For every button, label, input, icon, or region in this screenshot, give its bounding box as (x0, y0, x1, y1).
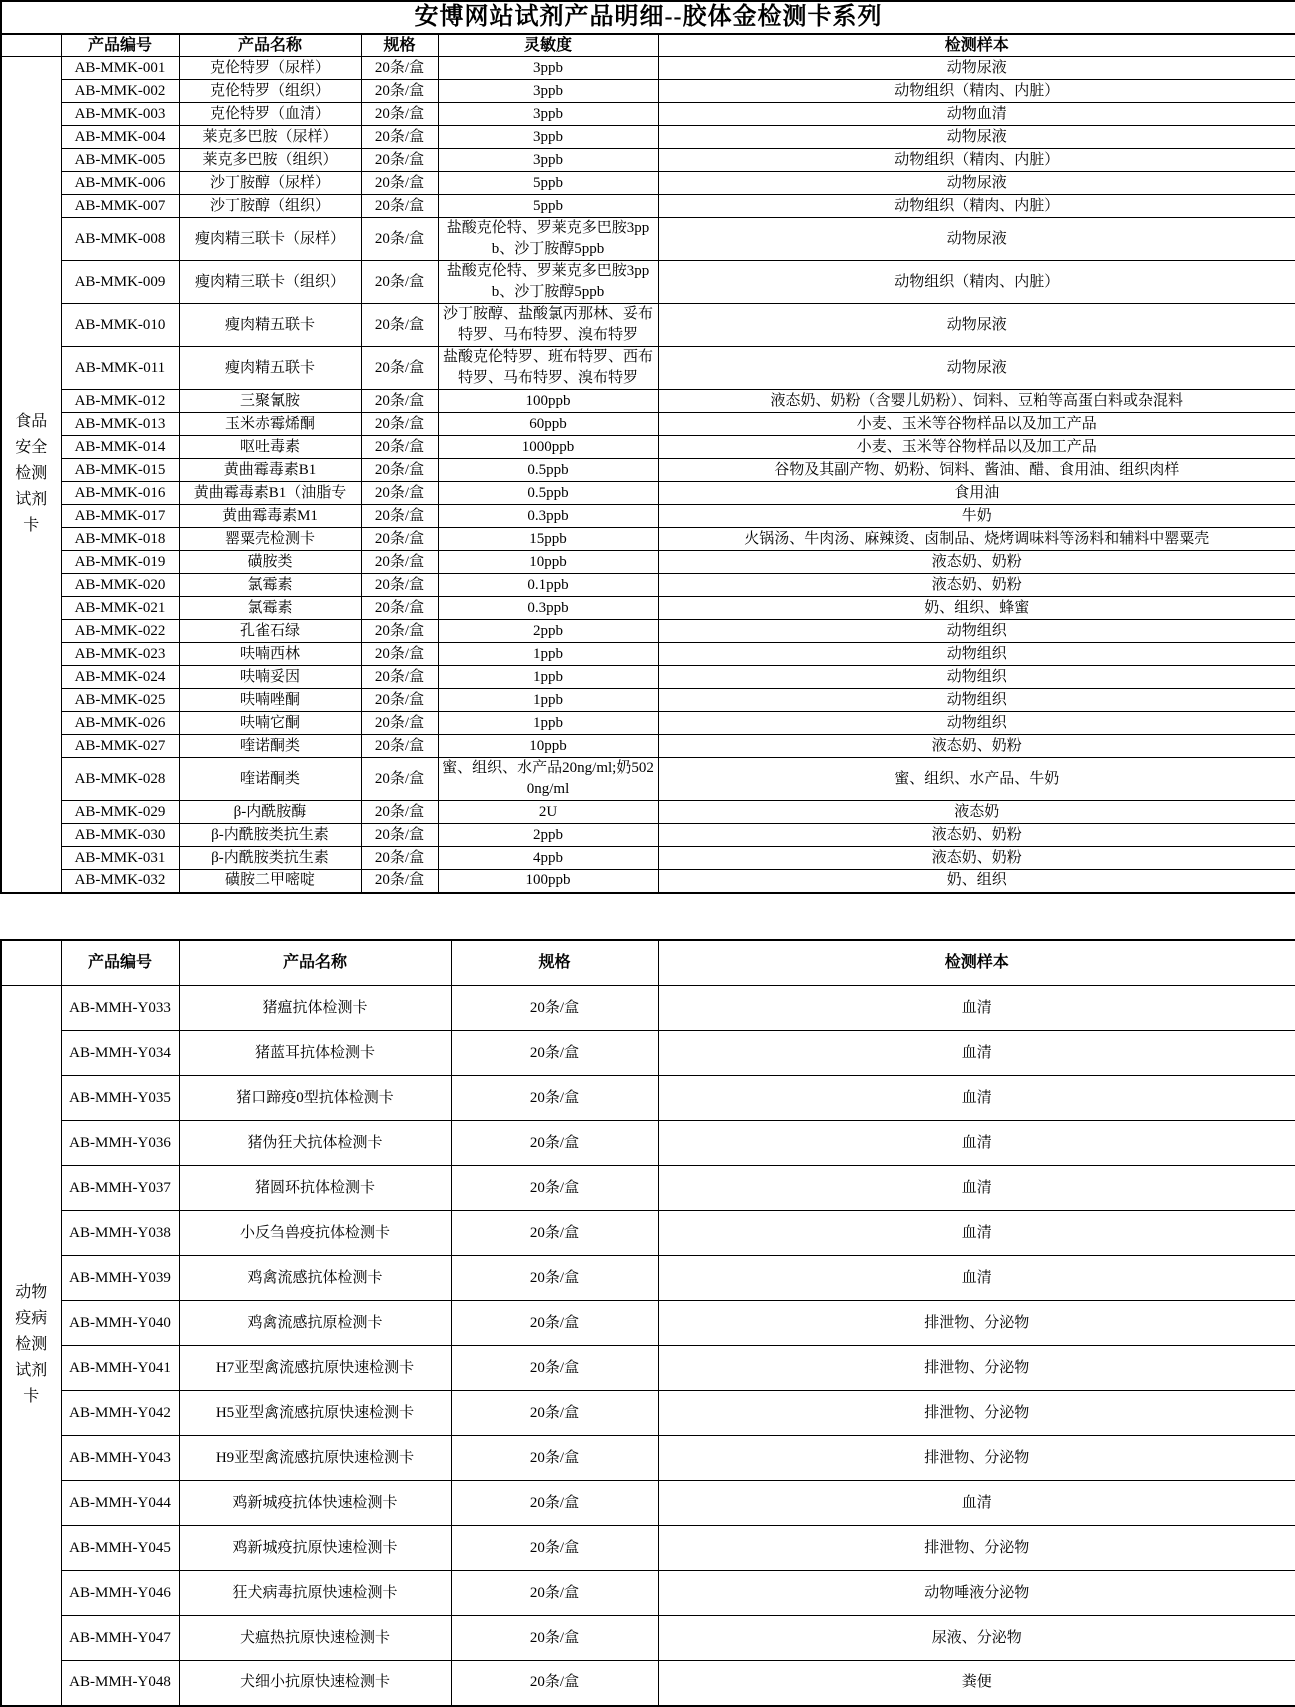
table-row (1, 801, 1295, 824)
sensitivity-cell: 0.1ppb (438, 574, 658, 597)
spec-cell: 20条/盒 (361, 758, 438, 801)
spec-cell: 20条/盒 (361, 218, 438, 261)
sensitivity-cell: 蜜、组织、水产品20ng/ml;奶5020ng/ml (438, 758, 658, 801)
table-row (1, 436, 1295, 459)
spec-cell: 20条/盒 (361, 847, 438, 870)
spec-cell: 20条/盒 (361, 413, 438, 436)
spec-cell: 20条/盒 (451, 986, 658, 1031)
spec-cell: 20条/盒 (361, 824, 438, 847)
sample-cell: 动物组织 (658, 643, 1295, 666)
sample-cell: 动物组织 (658, 689, 1295, 712)
spec-cell: 20条/盒 (361, 574, 438, 597)
sensitivity-cell: 3ppb (438, 149, 658, 172)
product-id-cell: AB-MMK-003 (61, 103, 179, 126)
spec-cell: 20条/盒 (361, 103, 438, 126)
spec-cell: 20条/盒 (361, 149, 438, 172)
column-header-product-name: 产品名称 (179, 940, 451, 986)
product-name-cell: 呋喃唑酮 (179, 689, 361, 712)
sensitivity-cell: 60ppb (438, 413, 658, 436)
spec-cell: 20条/盒 (451, 1616, 658, 1661)
product-id-cell: AB-MMH-Y043 (61, 1436, 179, 1481)
table-row (1, 149, 1295, 172)
table-row (1, 666, 1295, 689)
product-name-cell: 黄曲霉毒素B1（油脂专 (179, 482, 361, 505)
product-id-cell: AB-MMK-023 (61, 643, 179, 666)
sensitivity-cell: 1000ppb (438, 436, 658, 459)
product-name-cell: 猪圆环抗体检测卡 (179, 1166, 451, 1211)
sample-cell: 排泄物、分泌物 (658, 1436, 1295, 1481)
spec-cell: 20条/盒 (361, 643, 438, 666)
sensitivity-cell: 0.3ppb (438, 597, 658, 620)
table-row (1, 218, 1295, 261)
spec-cell: 20条/盒 (361, 261, 438, 304)
table-row (1, 1481, 1295, 1526)
sensitivity-cell: 沙丁胺醇、盐酸氯丙那林、妥布特罗、马布特罗、溴布特罗 (438, 304, 658, 347)
product-id-cell: AB-MMH-Y044 (61, 1481, 179, 1526)
table-row (1, 482, 1295, 505)
product-name-cell: 沙丁胺醇（组织） (179, 195, 361, 218)
product-id-cell: AB-MMK-026 (61, 712, 179, 735)
product-id-cell: AB-MMK-025 (61, 689, 179, 712)
product-id-cell: AB-MMK-032 (61, 870, 179, 893)
sample-cell: 动物组织（精肉、内脏） (658, 149, 1295, 172)
product-name-cell: 三聚氰胺 (179, 390, 361, 413)
sample-cell: 液态奶、奶粉 (658, 735, 1295, 758)
sample-cell: 液态奶、奶粉（含婴儿奶粉）、饲料、豆粕等高蛋白料或杂混料 (658, 390, 1295, 413)
spec-cell: 20条/盒 (361, 505, 438, 528)
product-name-cell: 磺胺二甲嘧啶 (179, 870, 361, 893)
column-header-sample: 检测样本 (658, 940, 1295, 986)
product-name-cell: 瘦肉精五联卡 (179, 304, 361, 347)
page-title: 安博网站试剂产品明细--胶体金检测卡系列 (1, 1, 1295, 34)
sensitivity-cell: 盐酸克伦特、罗莱克多巴胺3ppb、沙丁胺醇5ppb (438, 261, 658, 304)
sample-cell: 粪便 (658, 1661, 1295, 1706)
product-name-cell: 瘦肉精五联卡 (179, 347, 361, 390)
spec-cell: 20条/盒 (451, 1211, 658, 1256)
table-row (1, 551, 1295, 574)
product-name-cell: 犬细小抗原快速检测卡 (179, 1661, 451, 1706)
spec-cell: 20条/盒 (451, 1121, 658, 1166)
spec-cell: 20条/盒 (361, 304, 438, 347)
product-id-cell: AB-MMK-028 (61, 758, 179, 801)
product-name-cell: 孔雀石绿 (179, 620, 361, 643)
product-name-cell: 氯霉素 (179, 574, 361, 597)
table-row (1, 597, 1295, 620)
product-name-cell: 克伦特罗（血清） (179, 103, 361, 126)
product-name-cell: H5亚型禽流感抗原快速检测卡 (179, 1391, 451, 1436)
product-name-cell: 沙丁胺醇（尿样） (179, 172, 361, 195)
section-label: 动物疫病检测试剂卡 (1, 986, 61, 1706)
product-id-cell: AB-MMK-022 (61, 620, 179, 643)
header-row (1, 940, 1295, 986)
sample-cell: 液态奶 (658, 801, 1295, 824)
sensitivity-cell: 1ppb (438, 666, 658, 689)
sample-cell: 血清 (658, 986, 1295, 1031)
sensitivity-cell: 盐酸克伦特、罗莱克多巴胺3ppb、沙丁胺醇5ppb (438, 218, 658, 261)
product-id-cell: AB-MMK-021 (61, 597, 179, 620)
sample-cell: 动物尿液 (658, 126, 1295, 149)
table-row (1, 689, 1295, 712)
spec-cell: 20条/盒 (361, 436, 438, 459)
sample-cell: 奶、组织 (658, 870, 1295, 893)
table-row (1, 1346, 1295, 1391)
table-row (1, 390, 1295, 413)
product-id-cell: AB-MMK-010 (61, 304, 179, 347)
sample-cell: 血清 (658, 1256, 1295, 1301)
spec-cell: 20条/盒 (451, 1526, 658, 1571)
sample-cell: 动物尿液 (658, 304, 1295, 347)
product-name-cell: 犬瘟热抗原快速检测卡 (179, 1616, 451, 1661)
product-name-cell: 呋喃它酮 (179, 712, 361, 735)
sensitivity-cell: 15ppb (438, 528, 658, 551)
sensitivity-cell: 5ppb (438, 195, 658, 218)
spec-cell: 20条/盒 (361, 459, 438, 482)
table-row (1, 195, 1295, 218)
spec-cell: 20条/盒 (361, 57, 438, 80)
sample-cell: 液态奶、奶粉 (658, 551, 1295, 574)
sensitivity-cell: 3ppb (438, 126, 658, 149)
sample-cell: 排泄物、分泌物 (658, 1526, 1295, 1571)
table-row (1, 1031, 1295, 1076)
spec-cell: 20条/盒 (451, 1076, 658, 1121)
table-row (1, 847, 1295, 870)
product-id-cell: AB-MMK-011 (61, 347, 179, 390)
product-name-cell: 猪伪狂犬抗体检测卡 (179, 1121, 451, 1166)
spec-cell: 20条/盒 (361, 666, 438, 689)
sensitivity-cell: 0.5ppb (438, 482, 658, 505)
product-id-cell: AB-MMH-Y041 (61, 1346, 179, 1391)
corner-cell (1, 940, 61, 986)
product-name-cell: 克伦特罗（尿样） (179, 57, 361, 80)
table-row (1, 413, 1295, 436)
table-row (1, 986, 1295, 1031)
product-name-cell: 莱克多巴胺（尿样） (179, 126, 361, 149)
animal-disease-table-body (1, 986, 1295, 1706)
table-row (1, 1211, 1295, 1256)
product-name-cell: 鸡新城疫抗体快速检测卡 (179, 1481, 451, 1526)
spec-cell: 20条/盒 (361, 172, 438, 195)
spec-cell: 20条/盒 (361, 712, 438, 735)
product-name-cell: β-内酰胺酶 (179, 801, 361, 824)
sensitivity-cell: 1ppb (438, 643, 658, 666)
spec-cell: 20条/盒 (361, 80, 438, 103)
sample-cell: 液态奶、奶粉 (658, 824, 1295, 847)
sample-cell: 动物尿液 (658, 172, 1295, 195)
product-name-cell: 罂粟壳检测卡 (179, 528, 361, 551)
sample-cell: 排泄物、分泌物 (658, 1346, 1295, 1391)
column-header-sensitivity: 灵敏度 (438, 34, 658, 57)
product-id-cell: AB-MMK-012 (61, 390, 179, 413)
spec-cell: 20条/盒 (361, 482, 438, 505)
sample-cell: 尿液、分泌物 (658, 1616, 1295, 1661)
table-row (1, 80, 1295, 103)
product-id-cell: AB-MMK-009 (61, 261, 179, 304)
table-row (1, 1301, 1295, 1346)
table-row (1, 528, 1295, 551)
table-row (1, 172, 1295, 195)
product-name-cell: H7亚型禽流感抗原快速检测卡 (179, 1346, 451, 1391)
product-name-cell: 喹诺酮类 (179, 758, 361, 801)
product-name-cell: 氯霉素 (179, 597, 361, 620)
spec-cell: 20条/盒 (361, 390, 438, 413)
product-id-cell: AB-MMK-020 (61, 574, 179, 597)
sensitivity-cell: 100ppb (438, 390, 658, 413)
product-id-cell: AB-MMK-005 (61, 149, 179, 172)
product-name-cell: 呋喃妥因 (179, 666, 361, 689)
spec-cell: 20条/盒 (451, 1031, 658, 1076)
product-id-cell: AB-MMK-016 (61, 482, 179, 505)
product-id-cell: AB-MMK-013 (61, 413, 179, 436)
spec-cell: 20条/盒 (451, 1301, 658, 1346)
sample-cell: 动物组织（精肉、内脏） (658, 261, 1295, 304)
sample-cell: 动物尿液 (658, 57, 1295, 80)
table-row (1, 1391, 1295, 1436)
sensitivity-cell: 2ppb (438, 620, 658, 643)
product-id-cell: AB-MMK-006 (61, 172, 179, 195)
product-name-cell: 猪口蹄疫0型抗体检测卡 (179, 1076, 451, 1121)
sensitivity-cell: 3ppb (438, 57, 658, 80)
sample-cell: 血清 (658, 1121, 1295, 1166)
spec-cell: 20条/盒 (361, 801, 438, 824)
sample-cell: 动物组织 (658, 620, 1295, 643)
spec-cell: 20条/盒 (361, 528, 438, 551)
table-row (1, 643, 1295, 666)
product-name-cell: 玉米赤霉烯酮 (179, 413, 361, 436)
sample-cell: 血清 (658, 1166, 1295, 1211)
spec-cell: 20条/盒 (361, 597, 438, 620)
table-row (1, 1436, 1295, 1481)
product-id-cell: AB-MMH-Y040 (61, 1301, 179, 1346)
product-name-cell: 磺胺类 (179, 551, 361, 574)
sample-cell: 排泄物、分泌物 (658, 1391, 1295, 1436)
table-row (1, 1256, 1295, 1301)
product-name-cell: β-内酰胺类抗生素 (179, 824, 361, 847)
sensitivity-cell: 4ppb (438, 847, 658, 870)
product-id-cell: AB-MMK-008 (61, 218, 179, 261)
product-name-cell: 小反刍兽疫抗体检测卡 (179, 1211, 451, 1256)
product-name-cell: β-内酰胺类抗生素 (179, 847, 361, 870)
sample-cell: 小麦、玉米等谷物样品以及加工产品 (658, 413, 1295, 436)
product-id-cell: AB-MMK-024 (61, 666, 179, 689)
product-id-cell: AB-MMH-Y035 (61, 1076, 179, 1121)
sample-cell: 食用油 (658, 482, 1295, 505)
sensitivity-cell: 10ppb (438, 551, 658, 574)
product-name-cell: 鸡禽流感抗体检测卡 (179, 1256, 451, 1301)
spec-cell: 20条/盒 (361, 620, 438, 643)
product-name-cell: 鸡新城疫抗原快速检测卡 (179, 1526, 451, 1571)
product-id-cell: AB-MMK-027 (61, 735, 179, 758)
table-row (1, 735, 1295, 758)
table-row (1, 1121, 1295, 1166)
sample-cell: 动物组织 (658, 712, 1295, 735)
product-id-cell: AB-MMK-002 (61, 80, 179, 103)
sensitivity-cell: 0.5ppb (438, 459, 658, 482)
product-name-cell: 呋喃西林 (179, 643, 361, 666)
table-row (1, 758, 1295, 801)
sample-cell: 动物血清 (658, 103, 1295, 126)
spec-cell: 20条/盒 (361, 126, 438, 149)
food-safety-table-body (1, 57, 1295, 893)
product-id-cell: AB-MMH-Y039 (61, 1256, 179, 1301)
sample-cell: 牛奶 (658, 505, 1295, 528)
product-name-cell: 狂犬病毒抗原快速检测卡 (179, 1571, 451, 1616)
table-row (1, 459, 1295, 482)
product-id-cell: AB-MMK-031 (61, 847, 179, 870)
title-row (1, 1, 1295, 34)
product-id-cell: AB-MMK-019 (61, 551, 179, 574)
table-row (1, 57, 1295, 80)
sample-cell: 血清 (658, 1481, 1295, 1526)
product-id-cell: AB-MMH-Y034 (61, 1031, 179, 1076)
product-id-cell: AB-MMK-001 (61, 57, 179, 80)
sample-cell: 动物组织（精肉、内脏） (658, 80, 1295, 103)
table-row (1, 824, 1295, 847)
spec-cell: 20条/盒 (451, 1481, 658, 1526)
product-name-cell: 瘦肉精三联卡（组织） (179, 261, 361, 304)
table-row (1, 103, 1295, 126)
sample-cell: 血清 (658, 1076, 1295, 1121)
sensitivity-cell: 1ppb (438, 689, 658, 712)
table-row (1, 870, 1295, 893)
sensitivity-cell: 5ppb (438, 172, 658, 195)
table-row (1, 126, 1295, 149)
product-id-cell: AB-MMH-Y047 (61, 1616, 179, 1661)
sample-cell: 小麦、玉米等谷物样品以及加工产品 (658, 436, 1295, 459)
spec-cell: 20条/盒 (451, 1661, 658, 1706)
product-id-cell: AB-MMK-004 (61, 126, 179, 149)
column-header-spec: 规格 (451, 940, 658, 986)
product-name-cell: 黄曲霉毒素B1 (179, 459, 361, 482)
section-label: 食品安全检测试剂卡 (1, 57, 61, 893)
table-row (1, 712, 1295, 735)
table-row (1, 1571, 1295, 1616)
product-id-cell: AB-MMH-Y036 (61, 1121, 179, 1166)
product-id-cell: AB-MMH-Y045 (61, 1526, 179, 1571)
sample-cell: 排泄物、分泌物 (658, 1301, 1295, 1346)
spec-cell: 20条/盒 (361, 870, 438, 893)
sample-cell: 动物组织 (658, 666, 1295, 689)
product-name-cell: 喹诺酮类 (179, 735, 361, 758)
spec-cell: 20条/盒 (361, 195, 438, 218)
product-id-cell: AB-MMK-007 (61, 195, 179, 218)
table-row (1, 1661, 1295, 1706)
spec-cell: 20条/盒 (361, 735, 438, 758)
product-name-cell: 莱克多巴胺（组织） (179, 149, 361, 172)
column-header-product-id: 产品编号 (61, 940, 179, 986)
spec-cell: 20条/盒 (361, 347, 438, 390)
sensitivity-cell: 10ppb (438, 735, 658, 758)
sensitivity-cell: 1ppb (438, 712, 658, 735)
product-id-cell: AB-MMK-030 (61, 824, 179, 847)
product-id-cell: AB-MMK-015 (61, 459, 179, 482)
sample-cell: 火锅汤、牛肉汤、麻辣烫、卤制品、烧烤调味料等汤料和辅料中罂粟壳 (658, 528, 1295, 551)
table-row (1, 1616, 1295, 1661)
sample-cell: 蜜、组织、水产品、牛奶 (658, 758, 1295, 801)
sensitivity-cell: 3ppb (438, 80, 658, 103)
product-id-cell: AB-MMK-029 (61, 801, 179, 824)
product-name-cell: 瘦肉精三联卡（尿样） (179, 218, 361, 261)
product-name-cell: 鸡禽流感抗原检测卡 (179, 1301, 451, 1346)
spec-cell: 20条/盒 (361, 551, 438, 574)
product-id-cell: AB-MMH-Y037 (61, 1166, 179, 1211)
sample-cell: 血清 (658, 1211, 1295, 1256)
sensitivity-cell: 盐酸克伦特罗、班布特罗、西布特罗、马布特罗、溴布特罗 (438, 347, 658, 390)
table-row (1, 505, 1295, 528)
corner-cell (1, 34, 61, 57)
product-id-cell: AB-MMH-Y048 (61, 1661, 179, 1706)
product-id-cell: AB-MMH-Y046 (61, 1571, 179, 1616)
spec-cell: 20条/盒 (451, 1571, 658, 1616)
table-row (1, 574, 1295, 597)
sensitivity-cell: 0.3ppb (438, 505, 658, 528)
sample-cell: 动物尿液 (658, 347, 1295, 390)
table-row (1, 1166, 1295, 1211)
sample-cell: 液态奶、奶粉 (658, 574, 1295, 597)
sensitivity-cell: 3ppb (438, 103, 658, 126)
sample-cell: 血清 (658, 1031, 1295, 1076)
sensitivity-cell: 2U (438, 801, 658, 824)
product-id-cell: AB-MMH-Y033 (61, 986, 179, 1031)
column-header-product-id: 产品编号 (61, 34, 179, 57)
sample-cell: 液态奶、奶粉 (658, 847, 1295, 870)
product-id-cell: AB-MMK-017 (61, 505, 179, 528)
sample-cell: 奶、组织、蜂蜜 (658, 597, 1295, 620)
column-header-sample: 检测样本 (658, 34, 1295, 57)
sample-cell: 动物尿液 (658, 218, 1295, 261)
sample-cell: 谷物及其副产物、奶粉、饲料、酱油、醋、食用油、组织肉样 (658, 459, 1295, 482)
column-header-spec: 规格 (361, 34, 438, 57)
table-row (1, 304, 1295, 347)
sensitivity-cell: 2ppb (438, 824, 658, 847)
animal-disease-reagent-table (0, 939, 1295, 1707)
product-name-cell: 克伦特罗（组织） (179, 80, 361, 103)
sample-cell: 动物组织（精肉、内脏） (658, 195, 1295, 218)
spec-cell: 20条/盒 (451, 1256, 658, 1301)
spec-cell: 20条/盒 (361, 689, 438, 712)
product-id-cell: AB-MMK-014 (61, 436, 179, 459)
table-row (1, 261, 1295, 304)
product-name-cell: 猪蓝耳抗体检测卡 (179, 1031, 451, 1076)
spec-cell: 20条/盒 (451, 1346, 658, 1391)
spec-cell: 20条/盒 (451, 1391, 658, 1436)
product-id-cell: AB-MMH-Y038 (61, 1211, 179, 1256)
header-row (1, 34, 1295, 57)
product-name-cell: 黄曲霉毒素M1 (179, 505, 361, 528)
table-row (1, 1526, 1295, 1571)
product-id-cell: AB-MMH-Y042 (61, 1391, 179, 1436)
sample-cell: 动物唾液分泌物 (658, 1571, 1295, 1616)
sensitivity-cell: 100ppb (438, 870, 658, 893)
table-row (1, 347, 1295, 390)
table-row (1, 620, 1295, 643)
spec-cell: 20条/盒 (451, 1436, 658, 1481)
table-row (1, 1076, 1295, 1121)
product-id-cell: AB-MMK-018 (61, 528, 179, 551)
product-name-cell: H9亚型禽流感抗原快速检测卡 (179, 1436, 451, 1481)
spec-cell: 20条/盒 (451, 1166, 658, 1211)
column-header-product-name: 产品名称 (179, 34, 361, 57)
product-name-cell: 呕吐毒素 (179, 436, 361, 459)
product-name-cell: 猪瘟抗体检测卡 (179, 986, 451, 1031)
